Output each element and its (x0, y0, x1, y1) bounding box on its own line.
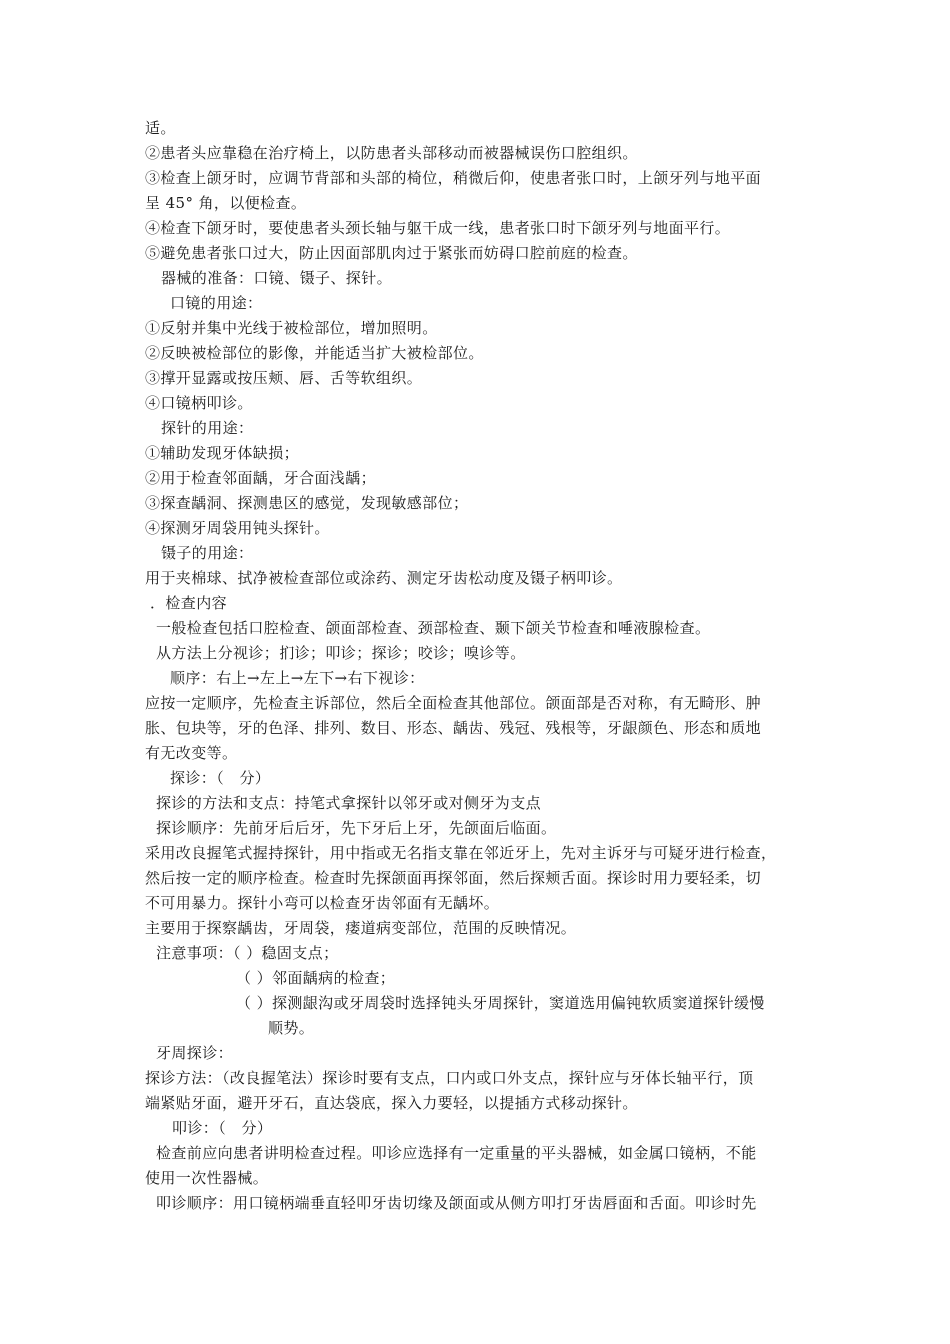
text-line: 端紧贴牙面，避开牙石，直达袋底，探入力要轻，以提插方式移动探针。 (145, 1094, 638, 1112)
text-line: 不可用暴力。探针小弯可以检查牙齿邻面有无龋坏。 (145, 894, 500, 912)
text-line: 使用一次性器械。 (145, 1169, 269, 1187)
text-line: ①反射并集中光线于被检部位，增加照明。 (145, 319, 438, 337)
text-line: ④口镜柄叩诊。 (145, 394, 253, 412)
text-line: 应按一定顺序，先检查主诉部位，然后全面检查其他部位。颌面部是否对称，有无畸形、肿 (145, 694, 762, 712)
text-line: 有无改变等。 (145, 744, 238, 762)
text-line: 用于夹棉球、拭净被检查部位或涂药、测定牙齿松动度及镊子柄叩诊。 (145, 569, 623, 587)
text-line: 探针的用途： (161, 419, 254, 437)
text-line: ③撑开显露或按压颊、唇、舌等软组织。 (145, 369, 423, 387)
text-line: ④探测牙周袋用钝头探针。 (145, 519, 330, 537)
text-line: ②患者头应靠稳在治疗椅上，以防患者头部移动而被器械误伤口腔组织。 (145, 144, 638, 162)
text-line: 叩诊顺序：用口镜柄端垂直轻叩牙齿切缘及颌面或从侧方叩打牙齿唇面和舌面。叩诊时先 (156, 1194, 757, 1212)
text-line: 检查前应向患者讲明检查过程。叩诊应选择有一定重量的平头器械，如金属口镜柄，不能 (156, 1144, 757, 1162)
text-line: 一般检查包括口腔检查、颌面部检查、颈部检查、颞下颌关节检查和唾液腺检查。 (156, 619, 711, 637)
text-line: ①辅助发现牙体缺损； (145, 444, 300, 462)
text-line: 探诊：（ 分） (170, 769, 271, 787)
text-line: ②反映被检部位的影像，并能适当扩大被检部位。 (145, 344, 484, 362)
text-line: 胀、包块等，牙的色泽、排列、数目、形态、龋齿、残冠、残根等，牙龈颜色、形态和质地 (145, 719, 762, 737)
text-line: 从方法上分视诊；扪诊；叩诊；探诊；咬诊；嗅诊等。 (156, 644, 526, 662)
text-line: 适。 (145, 119, 176, 137)
text-line: ④检查下颌牙时，要使患者头颈长轴与躯干成一线，患者张口时下颌牙列与地面平行。 (145, 219, 731, 237)
text-line: 注意事项：（ ）稳固支点； (156, 944, 339, 962)
text-line: 然后按一定的顺序检查。检查时先探颌面再探邻面，然后探颊舌面。探诊时用力要轻柔，切 (145, 869, 762, 887)
text-line: 呈 45° 角，以便检查。 (145, 194, 307, 212)
text-line: 镊子的用途： (161, 544, 254, 562)
text-line: 采用改良握笔式握持探针，用中指或无名指支靠在邻近牙上，先对主诉牙与可疑牙进行检查， (145, 844, 777, 862)
text-line: 口镜的用途： (170, 294, 263, 312)
section-heading: ．检查内容 (150, 594, 228, 612)
text-line: （ ）探测龈沟或牙周袋时选择钝头牙周探针，窦道选用偏钝软质窦道探针缓慢 (236, 994, 765, 1012)
text-line: 主要用于探察龋齿，牙周袋，瘘道病变部位，范围的反映情况。 (145, 919, 577, 937)
text-line: 顺序：右上→左上→左下→右下视诊： (170, 669, 425, 687)
text-line: ⑤避免患者张口过大，防止因面部肌肉过于紧张而妨碍口腔前庭的检查。 (145, 244, 638, 262)
text-line: （ ）邻面龋病的检查； (236, 969, 396, 987)
text-line: 牙周探诊： (156, 1044, 234, 1062)
text-line: 叩诊：（ 分） (172, 1119, 273, 1137)
text-line: ③探查龋洞、探测患区的感觉，发现敏感部位； (145, 494, 469, 512)
text-line: 探诊顺序：先前牙后后牙，先下牙后上牙，先颌面后临面。 (156, 819, 557, 837)
text-line: 探诊方法：（改良握笔法）探诊时要有支点，口内或口外支点，探针应与牙体长轴平行，顶 (145, 1069, 754, 1087)
text-line: 器械的准备：口镜、镊子、探针。 (161, 269, 393, 287)
text-line: ③检查上颌牙时，应调节背部和头部的椅位，稍微后仰，使患者张口时，上颌牙列与地平面 (145, 169, 762, 187)
text-line: ②用于检查邻面龋，牙合面浅龋； (145, 469, 377, 487)
text-line: 顺势。 (268, 1019, 315, 1037)
text-line: 探诊的方法和支点：持笔式拿探针以邻牙或对侧牙为支点 (156, 794, 542, 812)
